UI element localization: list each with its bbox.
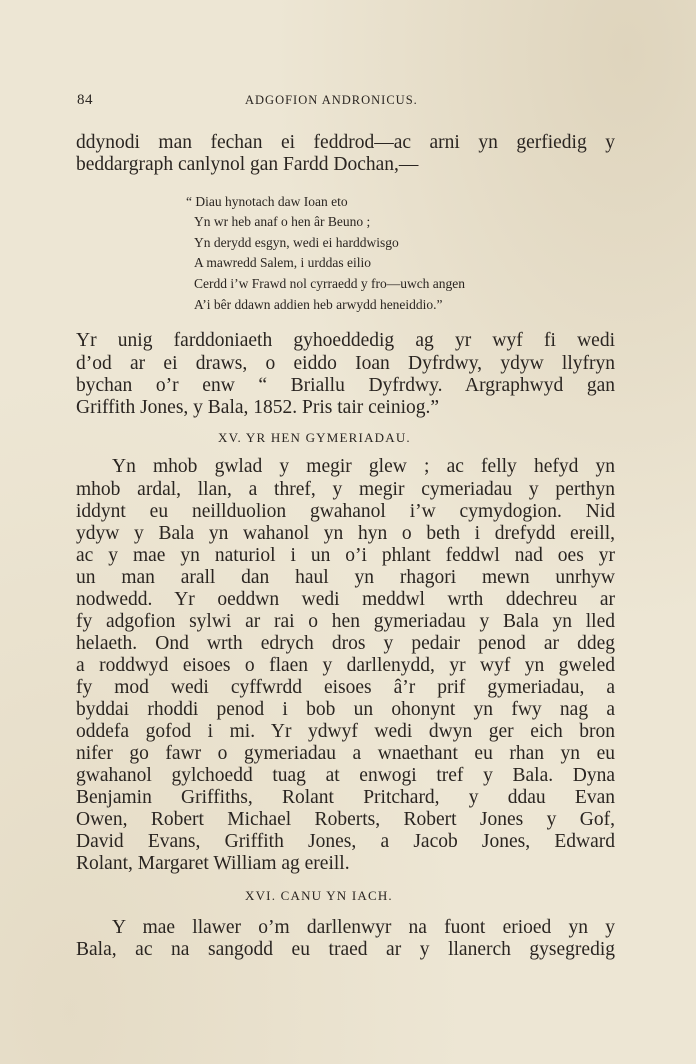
section-heading: XV. YR HEN GYMERIADAU. [218, 430, 411, 445]
verse-line: A mawredd Salem, i urddas eilio [194, 255, 371, 270]
text-line: oddefa gofod i mi. Yr ydwyf wedi dwyn ger eich bron [76, 721, 615, 742]
verse-line: Yn derydd esgyn, wedi ei harddwisgo [194, 235, 399, 250]
running-title: ADGOFION ANDRONICUS. [245, 93, 418, 107]
text-line: helaeth. Ond wrth edrych dros y pedair penod ar ddeg [76, 633, 615, 654]
text-line: Yr unig farddoniaeth gyhoeddedig ag yr wyf fi wedi [76, 330, 615, 351]
text-line: mhob ardal, llan, a thref, y megir cymeriadau y perthyn [76, 479, 615, 500]
text-line: Benjamin Griffiths, Rolant Pritchard, y ddau Evan [76, 787, 615, 808]
text-line: beddargraph canlynol gan Fardd Dochan,— [76, 154, 419, 175]
verse-line: Cerdd i’w Frawd nol cyrraedd y fro—uwch angen [194, 276, 466, 291]
text-line: Bala, ac na sangodd eu traed ar y llanerch gysegredig [76, 939, 615, 960]
text-line: fy adgofion sylwi ar rai o hen gymeriadau y Bala yn lled [76, 611, 615, 632]
section-heading: XVI. CANU YN IACH. [245, 888, 393, 903]
text-line: David Evans, Griffith Jones, a Jacob Jones, Edward [76, 831, 615, 852]
text-line: byddai rhoddi penod i bob un ohonynt yn fwy nag a [76, 699, 615, 720]
verse-line: “ Diau hynotach daw Ioan eto [186, 194, 348, 209]
text-line: Griffith Jones, y Bala, 1852. Pris tair ceiniog.” [76, 397, 440, 418]
text-line: iddynt eu neillduolion gwahanol i’w cymydogion. Nid [76, 501, 615, 522]
page-header [77, 92, 617, 112]
text-line: d’od ar ei draws, o eiddo Ioan Dyfrdwy, ydyw llyfryn [76, 353, 615, 374]
text-line: gwahanol gylchoedd tuag at enwogi tref y Bala. Dyna [76, 765, 615, 786]
text-line: un man arall dan haul yn rhagori mewn unrhyw [76, 567, 615, 588]
verse-line: Yn wr heb anaf o hen âr Beuno ; [194, 214, 371, 229]
text-line: nifer go fawr o gymeriadau a wnaethant eu rhan yn eu [76, 743, 615, 764]
text-line: a roddwyd eisoes o flaen y darllenydd, yr wyf yn gweled [76, 655, 615, 676]
text-line: fy mod wedi cyffwrdd eisoes â’r prif gymeriadau, a [76, 677, 615, 698]
text-line: ddynodi man fechan ei feddrod—ac arni yn gerfiedig y [76, 132, 615, 153]
text-line: Rolant, Margaret William ag ereill. [76, 853, 350, 874]
text-line: Yn mhob gwlad y megir glew ; ac felly hefyd yn [112, 456, 615, 477]
text-line: ac y mae yn naturiol i un o’i phlant feddwl nad oes yr [76, 545, 615, 566]
page-number: 84 [77, 92, 93, 108]
text-line: ydyw y Bala yn wahanol yn hyn o beth i drefydd ereill, [76, 523, 615, 544]
text-line: Owen, Robert Michael Roberts, Robert Jones y Gof, [76, 809, 615, 830]
text-line: Y mae llawer o’m darllenwyr na fuont erioed yn y [112, 917, 615, 938]
verse-line: A’i bêr ddawn addien heb arwydd heneiddio.” [194, 297, 443, 312]
text-line: bychan o’r enw “ Briallu Dyfrdwy. Argraphwyd gan [76, 375, 615, 396]
text-line: nodwedd. Yr oeddwn wedi meddwl wrth ddechreu ar [76, 589, 615, 610]
